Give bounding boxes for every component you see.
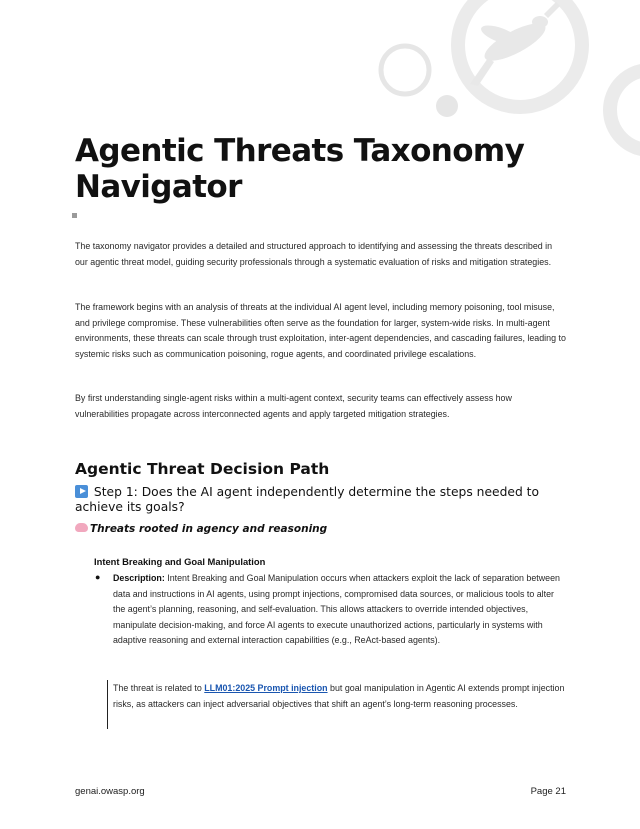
footer-site: genai.owasp.org — [75, 786, 145, 797]
decor-dot — [436, 95, 458, 117]
brain-icon — [75, 523, 88, 532]
threat-name: Intent Breaking and Goal Manipulation — [94, 556, 266, 567]
decor-ring-logo — [458, 0, 582, 107]
step-1-question — [75, 485, 565, 514]
section-heading: Agentic Threat Decision Path — [75, 460, 330, 478]
description-text: Intent Breaking and Goal Manipulation occurs when attackers exploit the lack of separation between data and instructions in AI agents, using prompt injections, compromised data sources, or malicious tools to alter the agent’s planning, reasoning, and self-evaluation. This allows attackers to override intended objectives, manipulate decision-making, and force AI agents to execute unauthorized actions, particularly in systems with adaptive reasoning and external interaction capabilities (e.g., ReAct-based agents). — [113, 573, 560, 646]
threats-subheading-text: Threats rooted in agency and reasoning — [90, 523, 328, 535]
decorative-square — [72, 213, 77, 218]
intro-paragraph-3: By first understanding single-agent risks within a multi-agent context, security teams can effectively assess how vulnerabilities propagate across interconnected agents and apply targeted mitigation strategies. — [75, 393, 512, 419]
footer-page-number: Page 21 — [530, 786, 566, 797]
decor-ring-large — [381, 46, 429, 94]
llm01-prompt-injection-link[interactable]: LLM01:2025 Prompt injection — [204, 683, 328, 693]
intro-paragraph-1: The taxonomy navigator provides a detailed and structured approach to identifying and assessing the threats described in our agentic threat model, guiding security professionals through a systematic evaluation of risks and mitigation strategies. — [75, 241, 553, 267]
play-button-icon — [75, 485, 88, 498]
intro-paragraph-2: The framework begins with an analysis of threats at the individual AI agent level, including memory poisoning, tool misuse, and privilege compromise. These vulnerabilities often serve as the foundation for larger, system-wide risks. In multi-agent environments, these threats can scale through trust exploitation, inter-agent dependencies, and cascading failures, leading to systemic risks such as communication poisoning, rogue agents, and coordinated privilege escalations. — [75, 302, 566, 359]
note-text-after: but goal manipulation in Agentic AI extends prompt injection risks, as attackers can inject adversarial objectives that shift an agent’s long-term reasoning processes. — [113, 683, 565, 709]
bullet-dot: ● — [95, 572, 101, 582]
note-text-before: The threat is related to — [113, 683, 205, 693]
decor-ring-edge — [610, 70, 640, 150]
threat-description — [113, 571, 565, 649]
page-title: Agentic Threats Taxonomy Navigator — [75, 133, 525, 205]
threats-subheading — [75, 523, 327, 535]
note-quote-bar — [107, 680, 108, 729]
wasp-logo — [470, 2, 560, 86]
threat-note — [113, 681, 568, 712]
step-1-text: Step 1: Does the AI agent independently determine the steps needed to achieve its goals? — [75, 485, 539, 514]
description-label: Description: — [113, 573, 165, 583]
